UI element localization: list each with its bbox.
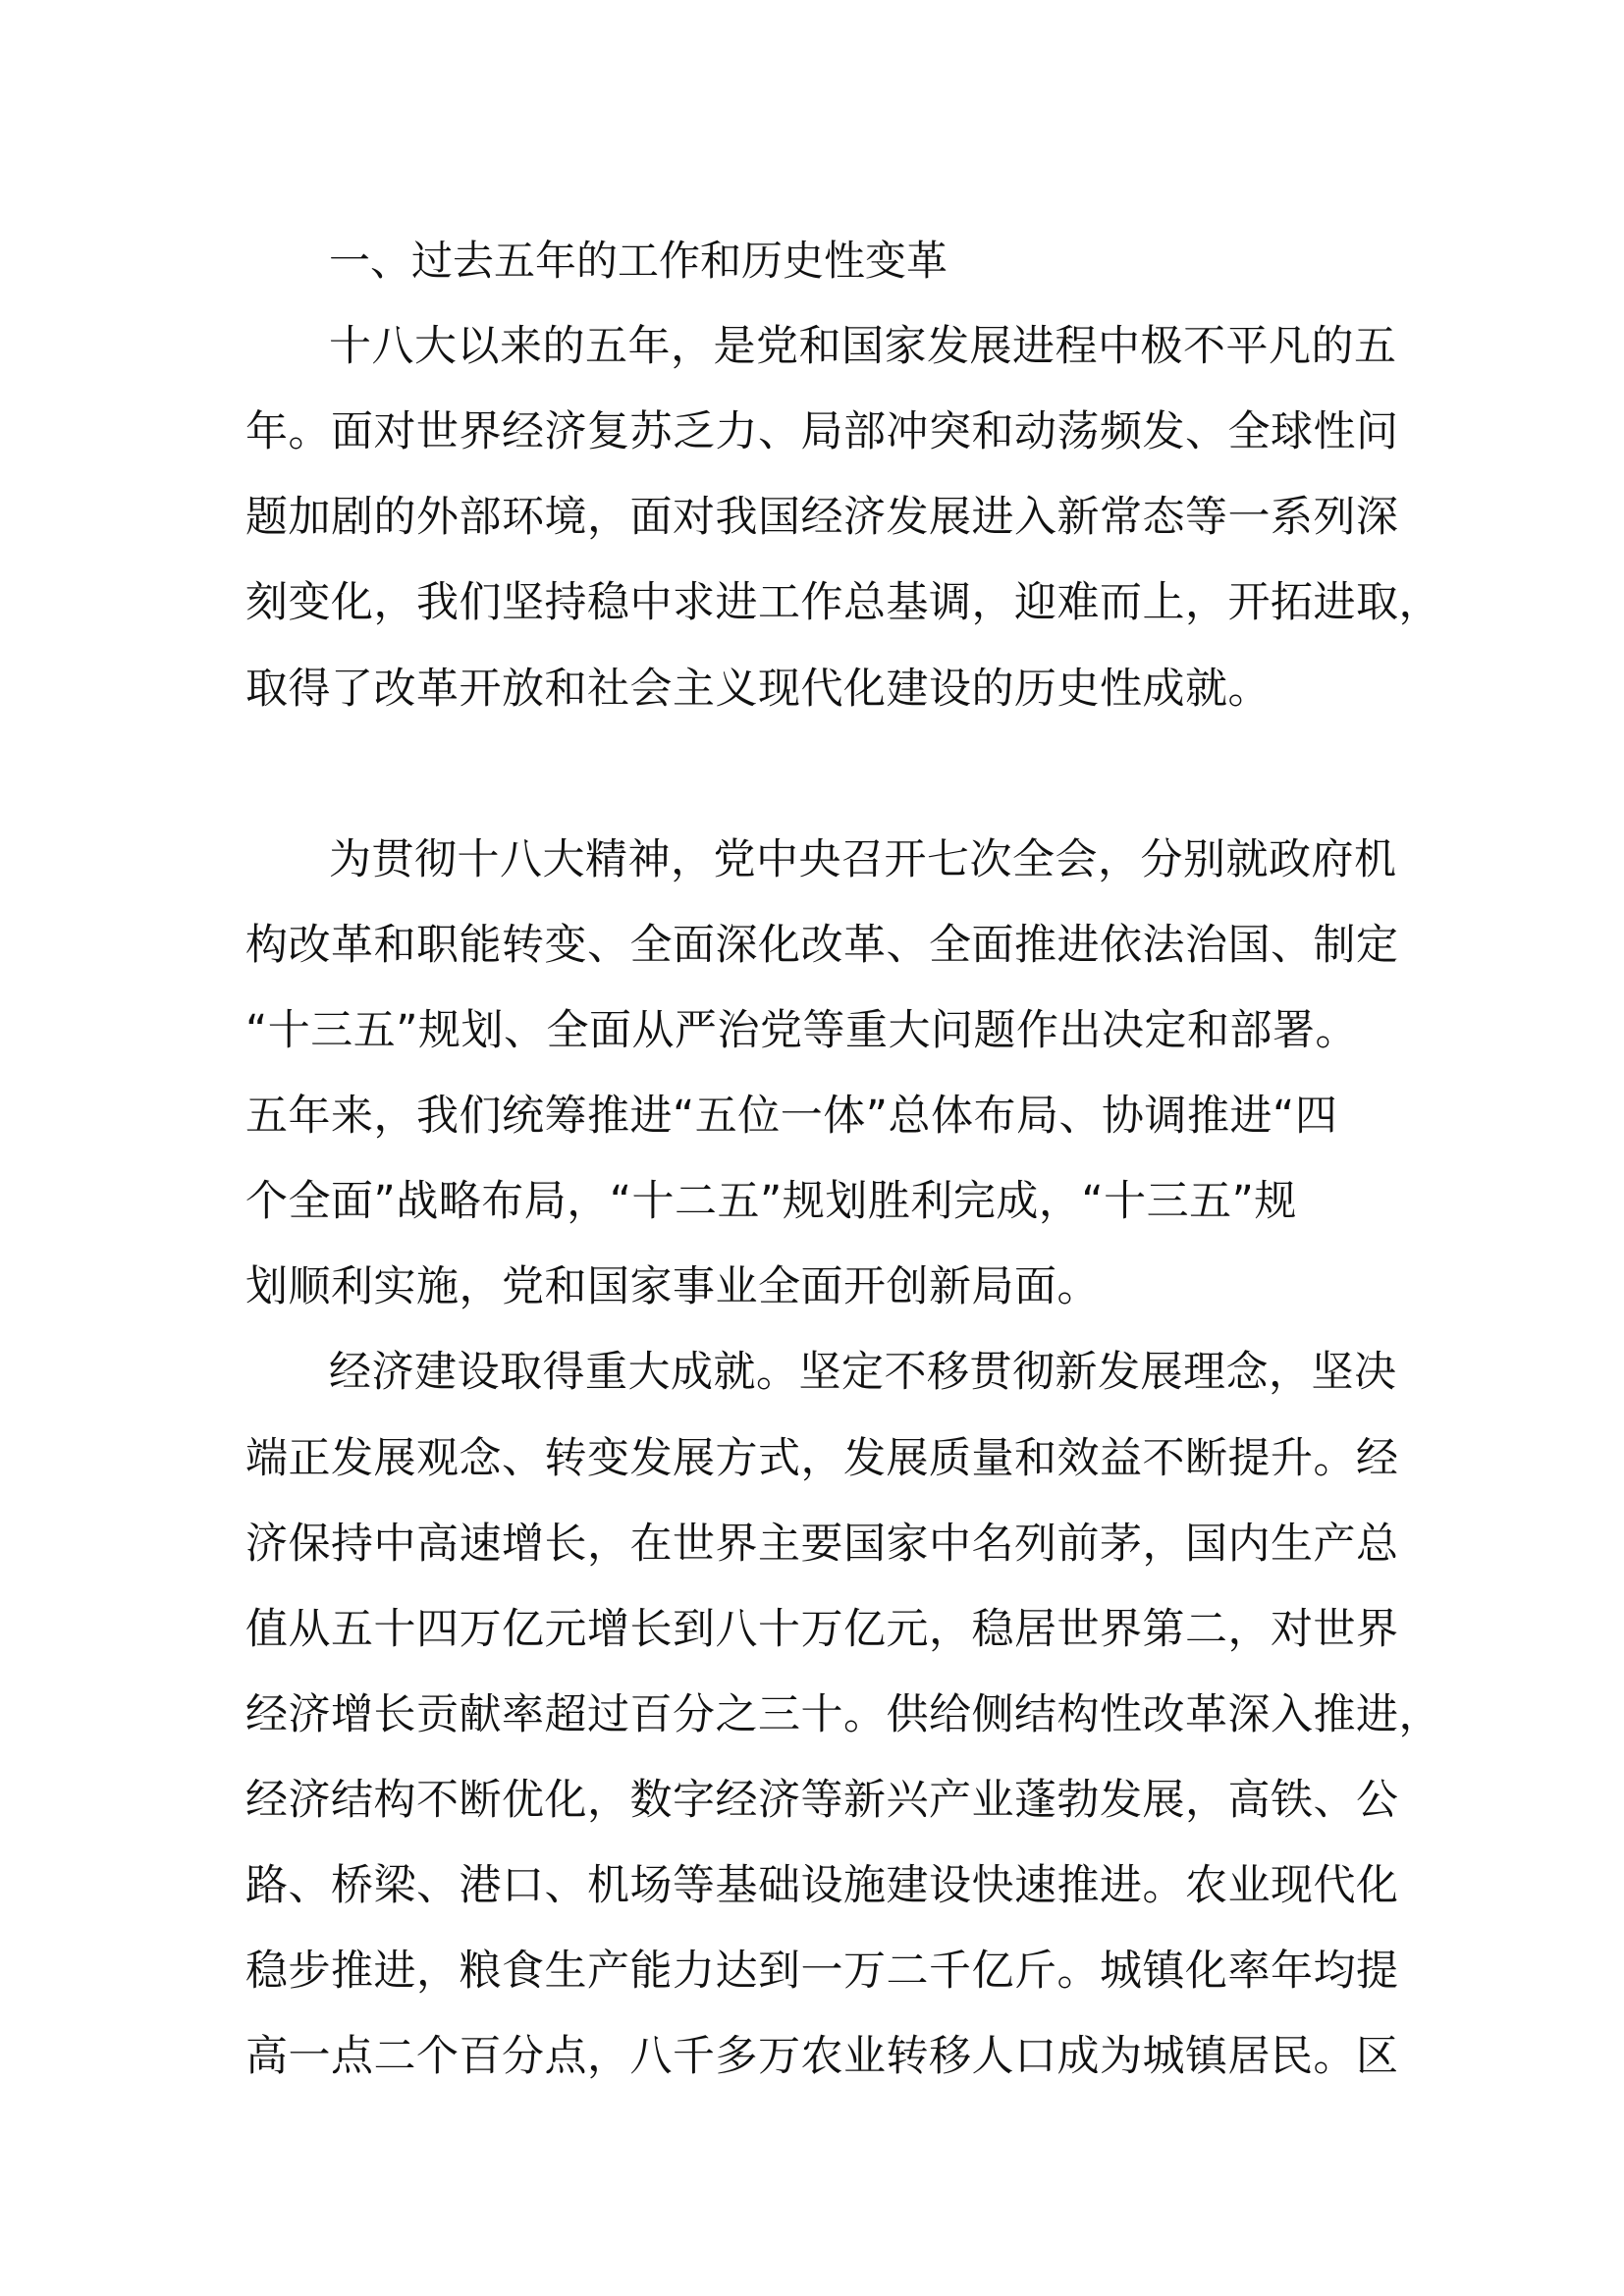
paragraph-3-line-3: 济保持中高速增长，在世界主要国家中名列前茅，国内生产总 bbox=[245, 1520, 1399, 1569]
paragraph-2-line-2: 构改革和职能转变、全面深化改革、全面推进依法治国、制定 bbox=[245, 921, 1399, 970]
paragraph-1-line-5: 取得了改革开放和社会主义现代化建设的历史性成就。 bbox=[245, 665, 1271, 714]
paragraph-3-line-8: 稳步推进，粮食生产能力达到一万二千亿斤。城镇化率年均提 bbox=[245, 1947, 1399, 1996]
paragraph-3-line-9: 高一点二个百分点，八千多万农业转移人口成为城镇居民。区 bbox=[245, 2032, 1399, 2081]
paragraph-2-line-4: 五年来，我们统筹推进“五位一体”总体布局、协调推进“四 bbox=[245, 1092, 1338, 1141]
paragraph-2-line-3: “十三五”规划、全面从严治党等重大问题作出决定和部署。 bbox=[245, 1006, 1359, 1055]
paragraph-3-line-6: 经济结构不断优化，数字经济等新兴产业蓬勃发展，高铁、公 bbox=[245, 1776, 1399, 1825]
paragraph-3-line-5: 经济增长贡献率超过百分之三十。供给侧结构性改革深入推进， bbox=[245, 1690, 1441, 1739]
paragraph-1-line-4: 刻变化，我们坚持稳中求进工作总基调，迎难而上，开拓进取， bbox=[245, 578, 1441, 627]
paragraph-3-line-4: 值从五十四万亿元增长到八十万亿元，稳居世界第二，对世界 bbox=[245, 1605, 1399, 1654]
paragraph-1-line-2: 年。面对世界经济复苏乏力、局部冲突和动荡频发、全球性问 bbox=[245, 407, 1399, 456]
paragraph-3-line-1: 经济建设取得重大成就。坚定不移贯彻新发展理念，坚决 bbox=[329, 1348, 1397, 1397]
paragraph-2-line-6: 划顺利实施，党和国家事业全面开创新局面。 bbox=[245, 1262, 1100, 1311]
paragraph-1-line-1: 十八大以来的五年，是党和国家发展进程中极不平凡的五 bbox=[329, 322, 1397, 371]
paragraph-3-line-7: 路、桥梁、港口、机场等基础设施建设快速推进。农业现代化 bbox=[245, 1861, 1399, 1910]
paragraph-2-line-1: 为贯彻十八大精神，党中央召开七次全会，分别就政府机 bbox=[329, 835, 1397, 884]
paragraph-3-line-2: 端正发展观念、转变发展方式，发展质量和效益不断提升。经 bbox=[245, 1434, 1399, 1483]
paragraph-2-line-5: 个全面”战略布局，“十二五”规划胜利完成，“十三五”规 bbox=[245, 1177, 1297, 1226]
paragraph-1-line-3: 题加剧的外部环境，面对我国经济发展进入新常态等一系列深 bbox=[245, 493, 1399, 542]
section-heading: 一、过去五年的工作和历史性变革 bbox=[329, 237, 948, 285]
